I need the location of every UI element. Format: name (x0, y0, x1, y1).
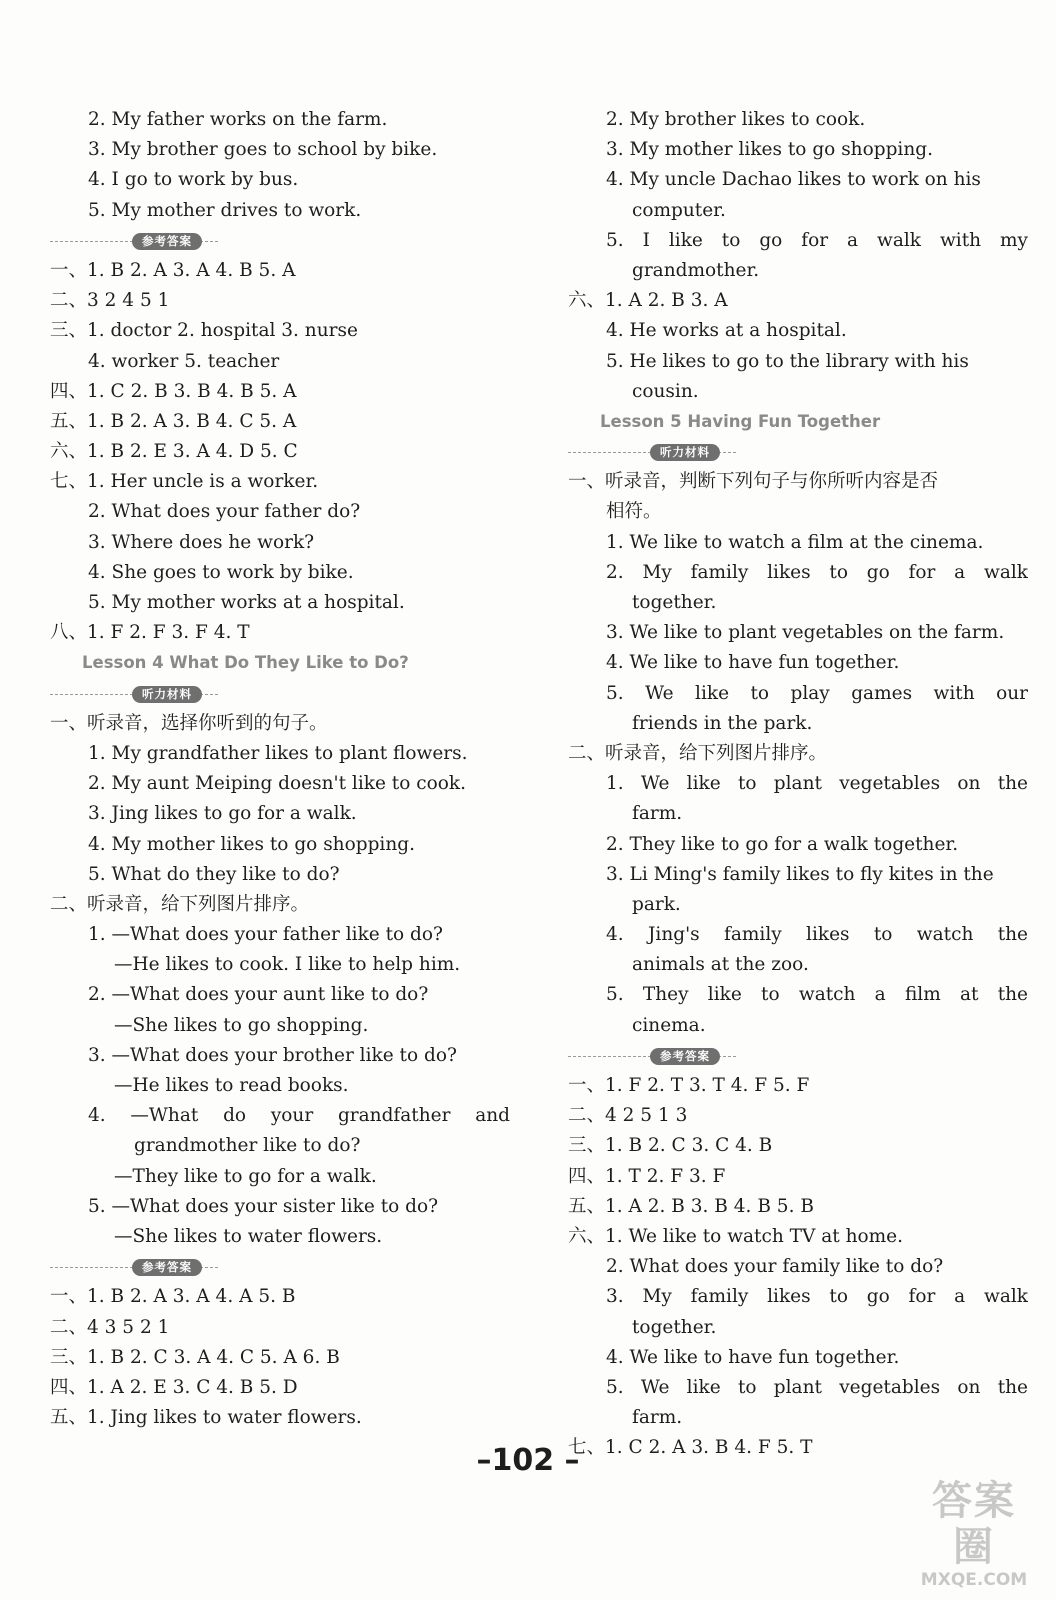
text-line: 3. Jing likes to go for a walk. (88, 803, 357, 825)
text-line: 2. My aunt Meiping doesn't like to cook. (88, 773, 466, 795)
text-line: 4. He works at a hospital. (606, 320, 847, 342)
text-line: —She likes to go shopping. (114, 1014, 369, 1036)
text-line: 一、1. B 2. A 3. A 4. A 5. B (50, 1286, 296, 1308)
text-line: —He likes to cook. I like to help him. (114, 954, 461, 976)
section-tag-label: 听力材料 (650, 444, 720, 461)
text-line: 5. What do they like to do? (88, 863, 340, 885)
text-line: 六、1. B 2. E 3. A 4. D 5. C (50, 441, 298, 463)
text-line: 4. Jing's family likes to watch the (606, 924, 1028, 946)
lesson-heading: Lesson 5 Having Fun Together (600, 411, 881, 431)
watermark-url: MXQE.COM (920, 1570, 1028, 1590)
text-line: —He likes to read books. (114, 1075, 349, 1096)
section-tag (50, 679, 510, 709)
text-line: 4. My uncle Dachao likes to work on his (606, 169, 981, 191)
text-line: 4. She goes to work by bike. (88, 561, 354, 583)
text-line: 2. My family likes to go for a walk (606, 561, 1028, 583)
text-line: 1. We like to watch a film at the cinema. (606, 531, 984, 553)
text-line: 二、4 3 5 2 1 (50, 1316, 170, 1338)
text-line: animals at the zoo. (632, 954, 809, 976)
text-line: 2. They like to go for a walk together. (606, 833, 959, 855)
text-line: 2. —What does your aunt like to do? (88, 984, 429, 1006)
text-line: 二、听录音，给下列图片排序。 (568, 742, 828, 764)
text-line: cinema. (632, 1014, 706, 1036)
section-tag-label: 听力材料 (132, 686, 202, 703)
text-line: friends in the park. (632, 712, 813, 734)
page-number: –102 – (476, 1443, 580, 1478)
text-line: 5. —What does your sister like to do? (88, 1195, 439, 1217)
text-line: 七、1. C 2. A 3. B 4. F 5. T (568, 1437, 813, 1459)
text-line: 2. What does your family like to do? (606, 1256, 944, 1278)
text-line: together. (632, 1316, 717, 1338)
text-line: farm. (632, 803, 683, 825)
text-line: 八、1. F 2. F 3. F 4. T (50, 622, 250, 644)
text-line: farm. (632, 1407, 683, 1429)
text-line: 六、1. A 2. B 3. A (568, 290, 728, 312)
section-tag-label: 参考答案 (650, 1048, 720, 1065)
section-tag (568, 437, 1028, 467)
text-line: 5. We like to play games with our (606, 682, 1028, 704)
text-line: grandmother like to do? (134, 1135, 361, 1157)
text-line: —They like to go for a walk. (114, 1165, 377, 1187)
text-line: 3. My family likes to go for a walk (606, 1286, 1028, 1308)
text-line: 5. I like to go for a walk with my (606, 229, 1028, 251)
text-line: 四、1. A 2. E 3. C 4. B 5. D (50, 1376, 298, 1398)
text-line: park. (632, 893, 681, 915)
text-line: 3. Where does he work? (88, 531, 315, 553)
text-line: 3. We like to plant vegetables on the farm. (606, 622, 1005, 644)
text-line: 5. They like to watch a film at the (606, 984, 1028, 1006)
lesson-heading: Lesson 4 What Do They Like to Do? (82, 653, 409, 673)
text-line: 三、1. B 2. C 3. A 4. C 5. A 6. B (50, 1346, 340, 1368)
text-line: 4. We like to have fun together. (606, 1346, 900, 1368)
text-line: 四、1. C 2. B 3. B 4. B 5. A (50, 380, 297, 402)
text-line: 3. My brother goes to school by bike. (88, 139, 438, 161)
text-line: cousin. (632, 380, 699, 402)
text-line: 4. —What do your grandfather and (88, 1105, 510, 1127)
text-line: 5. My mother drives to work. (88, 199, 362, 221)
text-line: 三、1. doctor 2. hospital 3. nurse (50, 320, 358, 342)
text-line: 三、1. B 2. C 3. C 4. B (568, 1135, 773, 1157)
text-line: 二、4 2 5 1 3 (568, 1105, 688, 1127)
text-line: 二、听录音，给下列图片排序。 (50, 893, 310, 915)
text-line: 5. My mother works at a hospital. (88, 592, 405, 613)
text-line: 2. My brother likes to cook. (606, 109, 866, 130)
text-line: 4. We like to have fun together. (606, 652, 900, 674)
text-line: 一、1. B 2. A 3. A 4. B 5. A (50, 259, 296, 281)
text-line: 四、1. T 2. F 3. F (568, 1165, 726, 1187)
watermark-text: 答案圈 (932, 1478, 1016, 1570)
text-line: 1. —What does your father like to do? (88, 924, 443, 946)
text-line: 相符。 (606, 501, 662, 523)
text-line: 一、听录音，判断下列句子与你所听内容是否 (568, 471, 939, 493)
text-line: together. (632, 592, 717, 613)
text-line: 2. My father works on the farm. (88, 109, 388, 130)
text-line: 一、1. F 2. T 3. T 4. F 5. F (568, 1075, 810, 1096)
right-column (568, 105, 1028, 1463)
text-line: 七、1. Her uncle is a worker. (50, 471, 319, 493)
section-tag (50, 1252, 510, 1282)
text-line: 五、1. Jing likes to water flowers. (50, 1407, 362, 1429)
text-line: 一、听录音，选择你听到的句子。 (50, 712, 328, 734)
text-line: grandmother. (632, 259, 760, 281)
text-line: —She likes to water flowers. (114, 1225, 383, 1247)
text-line: 4. I go to work by bus. (88, 169, 299, 191)
text-line: 五、1. B 2. A 3. B 4. C 5. A (50, 410, 297, 432)
section-tag (50, 226, 510, 256)
text-line: computer. (632, 199, 726, 221)
text-line: 1. We like to plant vegetables on the (606, 773, 1028, 795)
text-line: 5. He likes to go to the library with his (606, 350, 969, 372)
text-line: 3. Li Ming's family likes to fly kites in the (606, 863, 994, 885)
text-line: 2. What does your father do? (88, 501, 361, 523)
watermark-logo (914, 1478, 1034, 1590)
text-line: 1. My grandfather likes to plant flowers. (88, 742, 468, 764)
text-line: 4. worker 5. teacher (88, 350, 280, 372)
text-line: 五、1. A 2. B 3. B 4. B 5. B (568, 1195, 814, 1217)
section-tag-label: 参考答案 (132, 233, 202, 250)
text-line: 六、1. We like to watch TV at home. (568, 1225, 903, 1247)
left-column (50, 105, 510, 1433)
text-line: 5. We like to plant vegetables on the (606, 1376, 1028, 1398)
section-tag (568, 1041, 1028, 1071)
text-line: 4. My mother likes to go shopping. (88, 833, 415, 855)
text-line: 二、3 2 4 5 1 (50, 290, 170, 312)
text-line: 3. —What does your brother like to do? (88, 1044, 457, 1066)
text-line: 3. My mother likes to go shopping. (606, 139, 933, 161)
section-tag-label: 参考答案 (132, 1259, 202, 1276)
